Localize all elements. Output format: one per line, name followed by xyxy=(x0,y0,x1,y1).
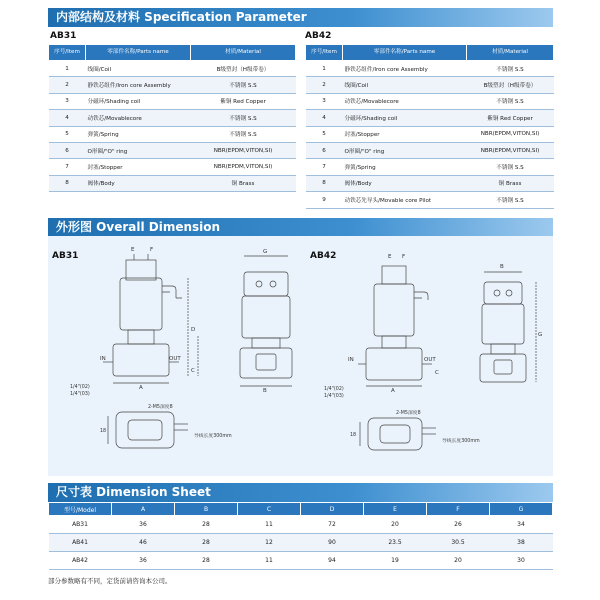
dimension-section-title: 尺寸表 Dimension Sheet xyxy=(56,485,211,499)
ab42-dim-label-e: E xyxy=(388,254,392,260)
header-parts: 零部件名称/Parts name xyxy=(343,45,467,61)
table-row xyxy=(49,110,296,126)
dimension-section-banner xyxy=(48,483,553,502)
ab31-bottom-view xyxy=(108,412,188,448)
dimension-drawings xyxy=(48,236,553,476)
ab42-in-label: IN xyxy=(348,357,354,363)
header-item: 序号/Item xyxy=(306,45,343,61)
item-no: 9 xyxy=(306,192,343,208)
part-name: 分磁环/Shading coil xyxy=(86,93,191,109)
item-no: 3 xyxy=(306,93,343,109)
table-row xyxy=(306,175,554,191)
ab42-dim-label-b-top: B xyxy=(500,264,504,270)
value-cell: 46 xyxy=(112,534,175,552)
footnote: 部分参数略有不同，定货前请咨询本公司。 xyxy=(48,577,172,585)
value-cell: 12 xyxy=(238,534,301,552)
value-cell: 34 xyxy=(490,516,553,534)
ab42-dim-label-f: F xyxy=(402,254,406,260)
item-no: 1 xyxy=(306,61,343,77)
port-03-label: 1/4"(03) xyxy=(70,392,90,397)
spec-section-banner xyxy=(48,8,553,27)
ab31-hole-note: 2-M5深度8 xyxy=(148,405,173,410)
item-no: 6 xyxy=(49,142,86,158)
ab42-hole-note: 2-M5深度8 xyxy=(396,411,421,416)
item-no: 4 xyxy=(49,110,86,126)
header-material: 材质/Material xyxy=(191,45,296,61)
item-no: 8 xyxy=(306,175,343,191)
item-no: 3 xyxy=(49,93,86,109)
table-row xyxy=(306,142,554,158)
ab42-bottom-view xyxy=(360,418,436,450)
model-cell: AB42 xyxy=(49,552,112,570)
part-name: 分磁环/Shading coil xyxy=(343,110,467,126)
part-name: O形圈/"O" ring xyxy=(86,142,191,158)
table-header-row xyxy=(49,503,553,516)
out-label: OUT xyxy=(169,356,181,362)
value-cell: 36 xyxy=(112,552,175,570)
part-name: 封塞/Stopper xyxy=(343,126,467,142)
item-no: 6 xyxy=(306,142,343,158)
table-header-row xyxy=(306,45,554,61)
table-row xyxy=(49,142,296,158)
header-d: D xyxy=(301,503,364,516)
table-row xyxy=(306,126,554,142)
table-row xyxy=(49,126,296,142)
model-cell: AB41 xyxy=(49,534,112,552)
header-item: 序号/Item xyxy=(49,45,86,61)
ab42-spec-table xyxy=(305,44,554,209)
table-row xyxy=(306,110,554,126)
material: 铜 Brass xyxy=(191,175,296,191)
table-row xyxy=(49,77,296,93)
header-model: 型号/Model xyxy=(49,503,112,516)
material: NBR(EPDM,VITON,SI) xyxy=(191,142,296,158)
table-row xyxy=(306,77,554,93)
material: 不锈钢 S.S xyxy=(191,126,296,142)
item-no: 8 xyxy=(49,175,86,191)
part-name: 封塞/Stopper xyxy=(86,159,191,175)
header-b: B xyxy=(175,503,238,516)
header-c: C xyxy=(238,503,301,516)
spec-section-title: 内部结构及材料 Specification Parameter xyxy=(56,10,307,24)
table-row xyxy=(49,175,296,191)
item-no: 2 xyxy=(49,77,86,93)
material: 铜 Brass xyxy=(467,175,554,191)
material: 紫铜 Red Copper xyxy=(191,93,296,109)
table-row xyxy=(49,159,296,175)
material: 不锈钢 S.S xyxy=(467,93,554,109)
part-name: 静铁芯组件/Iron core Assembly xyxy=(343,61,467,77)
header-parts: 零部件名称/Parts name xyxy=(86,45,191,61)
part-name: 弹簧/Spring xyxy=(343,159,467,175)
part-name: O形圈/"O" ring xyxy=(343,142,467,158)
ab31-side-view xyxy=(198,256,292,386)
value-cell: 26 xyxy=(427,516,490,534)
material: 不锈钢 S.S xyxy=(467,159,554,175)
item-no: 2 xyxy=(306,77,343,93)
table-row xyxy=(49,516,553,534)
material: NBR(EPDM,VITON,SI) xyxy=(191,159,296,175)
value-cell: 30 xyxy=(490,552,553,570)
overall-section-banner xyxy=(48,218,553,237)
value-cell: 90 xyxy=(301,534,364,552)
material: 紫铜 Red Copper xyxy=(467,110,554,126)
dim-label-g: G xyxy=(263,249,268,255)
dim-label-b: B xyxy=(263,388,267,394)
item-no: 5 xyxy=(49,126,86,142)
ab42-wire-note: 导线长度300mm xyxy=(442,439,480,444)
part-name: 动铁芯先导头/Movable core Pilot xyxy=(343,192,467,208)
ab42-drawing-label: AB42 xyxy=(310,251,337,261)
ab42-dim-label-g: G xyxy=(538,332,543,338)
ab42-front-view xyxy=(358,266,432,386)
ab42-table-label: AB42 xyxy=(305,31,332,41)
table-row xyxy=(306,159,554,175)
value-cell: 28 xyxy=(175,552,238,570)
item-no: 4 xyxy=(306,110,343,126)
value-cell: 19 xyxy=(364,552,427,570)
ab42-dim-label-c: C xyxy=(435,370,439,376)
table-row xyxy=(306,192,554,208)
dim-label-f: F xyxy=(150,247,154,253)
value-cell: 20 xyxy=(364,516,427,534)
table-row xyxy=(306,61,554,77)
item-no: 5 xyxy=(306,126,343,142)
ab31-wire-note: 导线长度300mm xyxy=(194,434,232,439)
header-a: A xyxy=(112,503,175,516)
material: 不锈钢 S.S xyxy=(191,77,296,93)
port-02-label: 1/4"(02) xyxy=(70,385,90,390)
ab42-port-02-label: 1/4"(02) xyxy=(324,387,344,392)
value-cell: 20 xyxy=(427,552,490,570)
value-cell: 36 xyxy=(112,516,175,534)
value-cell: 28 xyxy=(175,534,238,552)
ab42-dim-18: 18 xyxy=(350,433,357,438)
value-cell: 72 xyxy=(301,516,364,534)
dim-label-d: D xyxy=(191,327,196,333)
part-name: 线圈/Coil xyxy=(86,61,191,77)
part-name: 阀体/Body xyxy=(86,175,191,191)
material: B级塑封（H级带卷） xyxy=(467,77,554,93)
ab42-side-view xyxy=(480,272,536,382)
dim-label-c: C xyxy=(191,368,195,374)
part-name: 弹簧/Spring xyxy=(86,126,191,142)
in-label: IN xyxy=(100,356,106,362)
ab42-out-label: OUT xyxy=(424,357,436,363)
dim-label-a: A xyxy=(139,385,143,391)
part-name: 动铁芯/Movablecore xyxy=(86,110,191,126)
value-cell: 28 xyxy=(175,516,238,534)
value-cell: 38 xyxy=(490,534,553,552)
part-name: 静铁芯组件/Iron core Assembly xyxy=(86,77,191,93)
ab31-spec-table xyxy=(48,44,296,192)
header-material: 材质/Material xyxy=(467,45,554,61)
table-row xyxy=(49,552,553,570)
ab31-drawing-label: AB31 xyxy=(52,251,79,261)
table-header-row xyxy=(49,45,296,61)
material: B级塑封（H级带卷） xyxy=(191,61,296,77)
part-name: 动铁芯/Movablecore xyxy=(343,93,467,109)
header-e: E xyxy=(364,503,427,516)
value-cell: 30.5 xyxy=(427,534,490,552)
header-f: F xyxy=(427,503,490,516)
ab31-dim-18: 18 xyxy=(100,429,107,434)
material: 不锈钢 S.S xyxy=(467,61,554,77)
material: NBR(EPDM,VITON,SI) xyxy=(467,142,554,158)
header-g: G xyxy=(490,503,553,516)
material: 不锈钢 S.S xyxy=(191,110,296,126)
item-no: 1 xyxy=(49,61,86,77)
table-row xyxy=(49,534,553,552)
ab31-table-label: AB31 xyxy=(50,31,77,41)
value-cell: 11 xyxy=(238,516,301,534)
table-row xyxy=(49,61,296,77)
item-no: 7 xyxy=(306,159,343,175)
value-cell: 23.5 xyxy=(364,534,427,552)
table-row xyxy=(306,93,554,109)
dimension-sheet-table xyxy=(48,502,553,570)
dim-label-e: E xyxy=(131,247,135,253)
ab42-dim-label-a: A xyxy=(391,388,395,394)
ab42-port-03-label: 1/4"(03) xyxy=(324,394,344,399)
overall-section-title: 外形图 Overall Dimension xyxy=(56,220,221,234)
table-row xyxy=(49,93,296,109)
ab31-front-view xyxy=(103,254,188,383)
overall-dimension-panel xyxy=(48,236,553,476)
item-no: 7 xyxy=(49,159,86,175)
material: 不锈钢 S.S xyxy=(467,192,554,208)
material: NBR(EPDM,VITON,SI) xyxy=(467,126,554,142)
value-cell: 94 xyxy=(301,552,364,570)
part-name: 线圈/Coil xyxy=(343,77,467,93)
part-name: 阀体/Body xyxy=(343,175,467,191)
model-cell: AB31 xyxy=(49,516,112,534)
value-cell: 11 xyxy=(238,552,301,570)
